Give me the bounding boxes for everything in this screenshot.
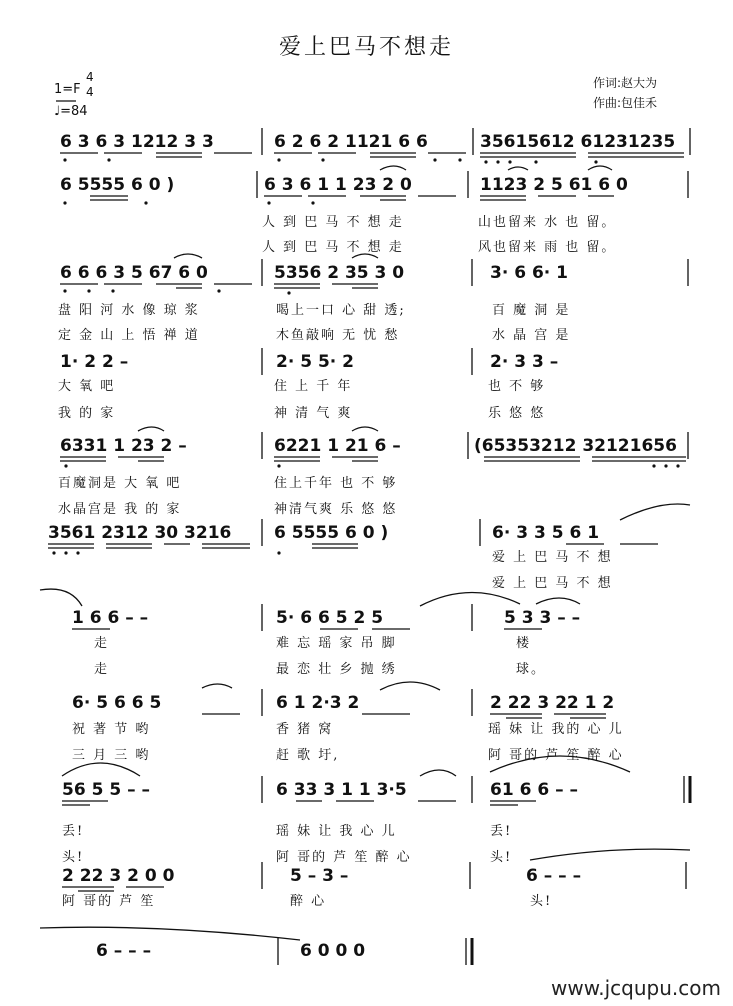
score-notes: 5 – 3 – xyxy=(290,866,349,886)
score-notes: 6 3 6 3 1212 3 3 xyxy=(60,132,214,152)
song-title: 爱上巴马不想走 xyxy=(278,35,454,60)
lyric-line: 神 清 气 爽 xyxy=(274,406,353,421)
lyric-line: 水晶宫是 我 的 家 xyxy=(58,502,182,517)
lyric-line: 盘 阳 河 水 像 琼 浆 xyxy=(58,303,200,318)
lyricist-credit: 作词:赵大为 xyxy=(593,76,658,90)
lyric-line: 定 金 山 上 悟 禅 道 xyxy=(58,328,200,343)
score-notes: 5· 6 6 5 2 5 xyxy=(276,608,384,628)
score-notes: 3561 2312 30 3216 xyxy=(48,523,232,543)
lyric-line: 走 xyxy=(94,636,110,651)
lyric-line: 头! xyxy=(530,894,553,909)
score-notes: 35615612 61231235 xyxy=(480,132,676,152)
lyric-line: 赶 歌 圩, xyxy=(276,748,340,763)
score-notes: 6 5555 6 0 ) xyxy=(60,175,175,195)
composer-credit: 作曲:包佳禾 xyxy=(593,96,658,110)
watermark: www.jcqupu.com xyxy=(551,976,721,1000)
score-notes: 6· 5 6 6 5 xyxy=(72,693,162,713)
score-notes: 3· 6 6· 1 xyxy=(490,263,568,283)
score-notes: 61 6 6 – – xyxy=(490,780,578,800)
lyric-line: 住上千年 也 不 够 xyxy=(274,476,398,491)
lyric-line: 球。 xyxy=(516,662,547,677)
lyric-line: 丢! xyxy=(62,824,85,839)
score-notes: 5356 2 35 3 0 xyxy=(274,263,405,283)
lyric-line: 头! xyxy=(490,850,513,865)
lyric-line: 木鱼敲响 无 忧 愁 xyxy=(276,328,400,343)
score-notes: 56 5 5 – – xyxy=(62,780,150,800)
lyric-line: 我 的 家 xyxy=(58,406,116,421)
lyric-line: 大 氧 吧 xyxy=(58,379,116,394)
key-signature: 1=F xyxy=(54,82,81,97)
score-notes: 1 6 6 – – xyxy=(72,608,149,628)
score-notes: 1123 2 5 61 6 0 xyxy=(480,175,628,195)
score-notes: 6 3 6 1 1 23 2 0 xyxy=(264,175,412,195)
lyric-line: 人 到 巴 马 不 想 走 xyxy=(262,240,404,255)
lyric-line: 喝上一口 心 甜 透; xyxy=(276,303,406,318)
score-notes: 5 3 3 – – xyxy=(504,608,581,628)
lyric-line: 最 恋 壮 乡 抛 绣 xyxy=(276,662,397,677)
score-notes: (65353212 32121656 xyxy=(474,436,677,456)
lyric-line: 瑶 妹 让 我 心 儿 xyxy=(276,824,397,839)
lyric-line: 山也留来 水 也 留。 xyxy=(478,215,617,230)
score-notes: 6 5555 6 0 ) xyxy=(274,523,389,543)
lyric-line: 阿 哥的 芦 笙 xyxy=(62,894,156,909)
score-notes: 6331 1 23 2 – xyxy=(60,436,187,456)
lyric-line: 住 上 千 年 xyxy=(274,379,353,394)
lyric-line: 阿 哥的 芦 笙 醉 心 xyxy=(276,850,412,865)
score-notes: 1· 2 2 – xyxy=(60,352,129,372)
score-notes: 2 22 3 22 1 2 xyxy=(490,693,615,713)
score-notes: 2 22 3 2 0 0 xyxy=(62,866,175,886)
lyric-line: 阿 哥的 芦 笙 醉 心 xyxy=(488,748,624,763)
time-signature-bottom: 4 xyxy=(86,85,94,99)
lyric-line: 也 不 够 xyxy=(488,379,546,394)
lyric-line: 风也留来 雨 也 留。 xyxy=(478,240,617,255)
lyric-line: 楼 xyxy=(516,636,532,651)
lyric-line: 走 xyxy=(94,662,110,677)
score-notes: 6 0 0 0 xyxy=(300,941,366,961)
quarter-note-icon: ♩ xyxy=(54,104,61,119)
score-notes: 6 33 3 1 1 3·5 xyxy=(276,780,407,800)
score-notes: 6 1 2·3 2 xyxy=(276,693,360,713)
score-notes: 6 – – – xyxy=(96,941,152,961)
lyric-line: 丢! xyxy=(490,824,513,839)
lyric-line: 百魔洞是 大 氧 吧 xyxy=(58,476,182,491)
lyric-line: 香 猪 窝 xyxy=(276,722,334,737)
score-notes: 2· 3 3 – xyxy=(490,352,559,372)
lyric-line: 祝 著 节 哟 xyxy=(72,722,151,737)
score-notes: 6· 3 3 5 6 1 xyxy=(492,523,600,543)
lyric-line: 醉 心 xyxy=(290,894,327,909)
lyric-line: 人 到 巴 马 不 想 走 xyxy=(262,215,404,230)
lyric-line: 爱 上 巴 马 不 想 xyxy=(492,576,613,591)
time-signature-top: 4 xyxy=(86,70,94,84)
lyric-line: 水 晶 宫 是 xyxy=(492,328,571,343)
lyric-line: 头! xyxy=(62,850,85,865)
lyric-line: 三 月 三 哟 xyxy=(72,748,151,763)
score-notes: 6 6 6 3 5 67 6 0 xyxy=(60,263,208,283)
score-notes: 6221 1 21 6 – xyxy=(274,436,401,456)
lyric-line: 爱 上 巴 马 不 想 xyxy=(492,550,613,565)
score-notes: 2· 5 5· 2 xyxy=(276,352,354,372)
lyric-line: 神清气爽 乐 悠 悠 xyxy=(274,502,398,517)
score-notes: 6 – – – xyxy=(526,866,582,886)
lyric-line: 难 忘 瑶 家 吊 脚 xyxy=(276,636,397,651)
tempo-value: =84 xyxy=(60,104,88,119)
lyric-line: 乐 悠 悠 xyxy=(488,406,546,421)
lyric-line: 瑶 妹 让 我的 心 儿 xyxy=(488,722,624,737)
score-notes: 6 2 6 2 1121 6 6 xyxy=(274,132,428,152)
lyric-line: 百 魔 洞 是 xyxy=(492,303,571,318)
